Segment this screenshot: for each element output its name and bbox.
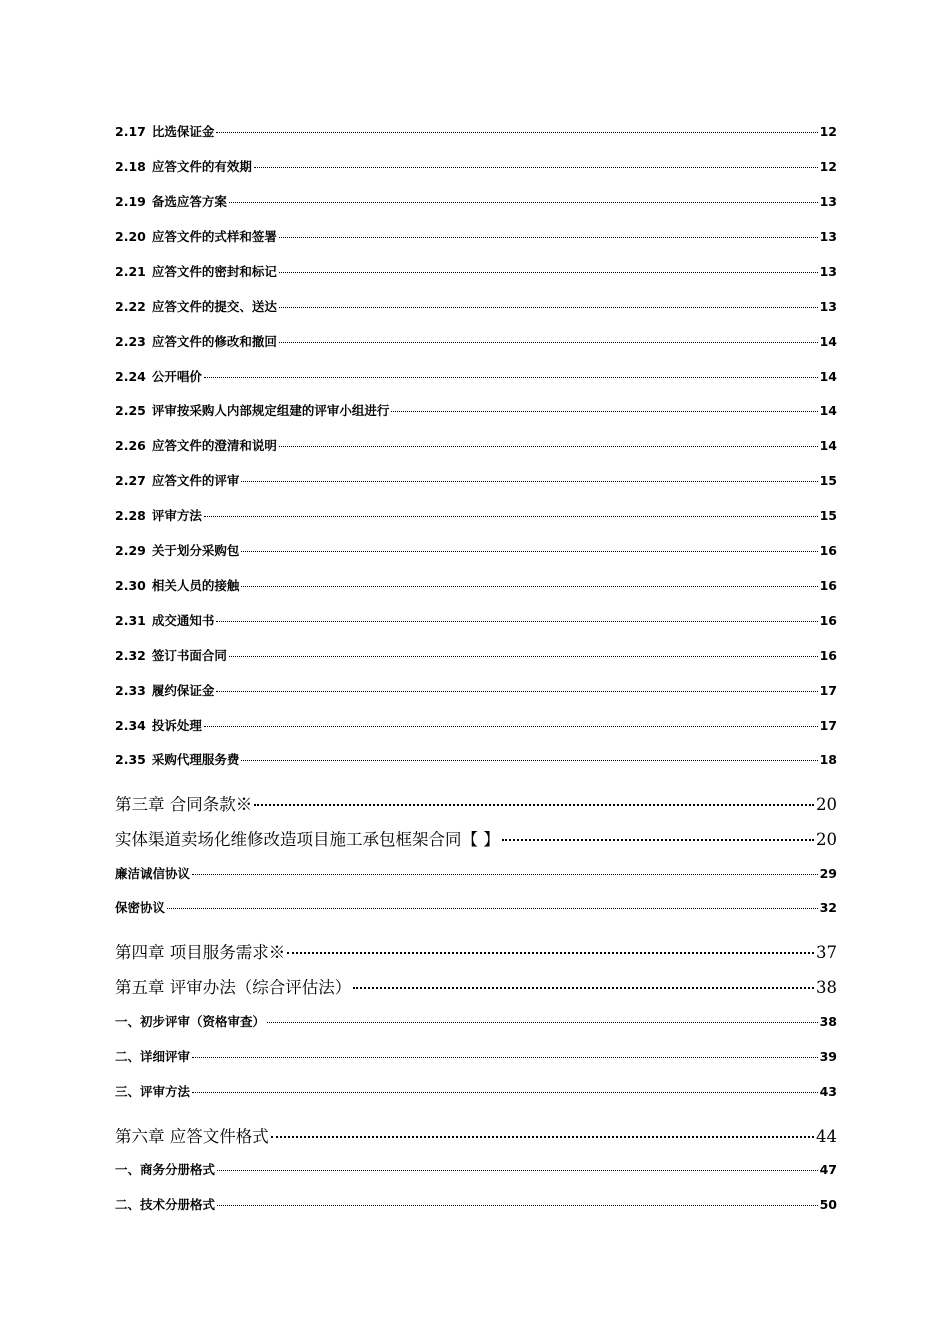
toc-entry-number: 2.26 bbox=[115, 438, 146, 453]
toc-dot-leader bbox=[502, 835, 814, 841]
toc-entry[interactable] bbox=[115, 828, 837, 852]
toc-entry[interactable] bbox=[115, 471, 837, 491]
toc-entry-number: 2.21 bbox=[115, 264, 146, 279]
toc-entry-page-number: 16 bbox=[819, 578, 837, 593]
toc-entry-page-number: 15 bbox=[819, 473, 837, 488]
toc-dot-leader bbox=[204, 373, 818, 378]
toc-entry-number: 2.17 bbox=[115, 124, 146, 139]
toc-entry-title: 相关人员的接触 bbox=[151, 578, 240, 593]
toc-entry-number: 2.20 bbox=[115, 229, 146, 244]
toc-entry-title: 第六章 应答文件格式 bbox=[115, 1127, 269, 1146]
toc-dot-leader bbox=[216, 617, 817, 622]
toc-entry-number: 2.27 bbox=[115, 473, 146, 488]
toc-entry-title: 比选保证金 bbox=[151, 124, 215, 139]
toc-dot-leader bbox=[241, 547, 817, 552]
toc-entry-title: 应答文件的提交、送达 bbox=[151, 299, 277, 314]
toc-dot-leader bbox=[229, 652, 818, 657]
toc-entry[interactable] bbox=[115, 192, 837, 212]
toc-entry[interactable] bbox=[115, 864, 837, 884]
toc-dot-leader bbox=[229, 198, 818, 203]
toc-entry-number: 2.33 bbox=[115, 683, 146, 698]
toc-entry[interactable] bbox=[115, 541, 837, 561]
toc-entry-title: 第三章 合同条款※ bbox=[115, 795, 253, 814]
toc-entry-page-number: 44 bbox=[816, 1127, 837, 1146]
toc-entry[interactable] bbox=[115, 122, 837, 142]
toc-entry-number: 2.34 bbox=[115, 718, 146, 733]
toc-entry-number: 2.18 bbox=[115, 159, 146, 174]
toc-dot-leader bbox=[279, 338, 818, 343]
toc-dot-leader bbox=[217, 1201, 818, 1206]
toc-entry[interactable] bbox=[115, 367, 837, 387]
toc-entry-page-number: 38 bbox=[816, 978, 837, 997]
toc-entry-page-number: 16 bbox=[819, 543, 837, 558]
toc-entry-page-number: 13 bbox=[819, 299, 837, 314]
toc-dot-leader bbox=[353, 983, 814, 989]
toc-entry-page-number: 14 bbox=[819, 369, 837, 384]
toc-entry-number: 2.31 bbox=[115, 613, 146, 628]
toc-entry-title: 评审按采购人内部规定组建的评审小组进行 bbox=[151, 403, 390, 418]
toc-entry-page-number: 50 bbox=[819, 1197, 837, 1212]
toc-entry-title: 采购代理服务费 bbox=[151, 752, 240, 767]
toc-entry-page-number: 13 bbox=[819, 229, 837, 244]
toc-dot-leader bbox=[192, 1088, 818, 1093]
toc-entry[interactable] bbox=[115, 157, 837, 177]
toc-entry-title: 应答文件的有效期 bbox=[151, 159, 252, 174]
toc-entry-title: 评审方法 bbox=[151, 508, 202, 523]
toc-entry-page-number: 13 bbox=[819, 194, 837, 209]
toc-entry-page-number: 18 bbox=[819, 752, 837, 767]
toc-entry[interactable] bbox=[115, 1012, 837, 1032]
toc-entry[interactable] bbox=[115, 646, 837, 666]
toc-entry-number: 2.19 bbox=[115, 194, 146, 209]
toc-entry-title: 成交通知书 bbox=[151, 613, 215, 628]
toc-entry-title: 履约保证金 bbox=[151, 683, 215, 698]
toc-dot-leader bbox=[254, 800, 814, 806]
toc-entry-number: 2.35 bbox=[115, 752, 146, 767]
toc-entry-number: 2.24 bbox=[115, 369, 146, 384]
toc-dot-leader bbox=[241, 756, 817, 761]
toc-entry[interactable] bbox=[115, 793, 837, 817]
toc-entry[interactable] bbox=[115, 332, 837, 352]
toc-entry-page-number: 17 bbox=[819, 718, 837, 733]
toc-dot-leader bbox=[241, 582, 817, 587]
toc-entry-page-number: 29 bbox=[819, 866, 837, 881]
toc-dot-leader bbox=[271, 1132, 814, 1138]
toc-dot-leader bbox=[279, 268, 818, 273]
toc-dot-leader bbox=[204, 512, 818, 517]
toc-entry-title: 投诉处理 bbox=[151, 718, 202, 733]
toc-entry-page-number: 38 bbox=[819, 1014, 837, 1029]
toc-entry-page-number: 37 bbox=[816, 943, 837, 962]
toc-dot-leader bbox=[216, 687, 817, 692]
toc-entry-title: 应答文件的澄清和说明 bbox=[151, 438, 277, 453]
toc-entry-page-number: 39 bbox=[819, 1049, 837, 1064]
toc-entry[interactable] bbox=[115, 941, 837, 965]
toc-entry[interactable] bbox=[115, 436, 837, 456]
toc-entry-page-number: 20 bbox=[816, 830, 837, 849]
toc-dot-leader bbox=[391, 407, 817, 412]
toc-entry-title: 应答文件的修改和撤回 bbox=[151, 334, 277, 349]
toc-entry-title: 一、初步评审（资格审查） bbox=[115, 1014, 266, 1029]
toc-entry-page-number: 16 bbox=[819, 648, 837, 663]
toc-entry-page-number: 47 bbox=[819, 1162, 837, 1177]
toc-entry[interactable] bbox=[115, 1125, 837, 1149]
toc-dot-leader bbox=[279, 442, 818, 447]
toc-entry-title: 应答文件的密封和标记 bbox=[151, 264, 277, 279]
toc-entry-title: 备选应答方案 bbox=[151, 194, 227, 209]
toc-entry[interactable] bbox=[115, 401, 837, 421]
toc-entry-page-number: 14 bbox=[819, 438, 837, 453]
toc-entry[interactable] bbox=[115, 227, 837, 247]
toc-entry-page-number: 43 bbox=[819, 1084, 837, 1099]
toc-dot-leader bbox=[279, 303, 818, 308]
toc-entry-page-number: 15 bbox=[819, 508, 837, 523]
toc-entry-title: 应答文件的式样和签署 bbox=[151, 229, 277, 244]
toc-entry[interactable] bbox=[115, 1160, 837, 1180]
toc-entry[interactable] bbox=[115, 297, 837, 317]
toc-entry[interactable] bbox=[115, 1047, 837, 1067]
toc-entry-number: 2.30 bbox=[115, 578, 146, 593]
toc-dot-leader bbox=[192, 1053, 818, 1058]
toc-entry-number: 2.28 bbox=[115, 508, 146, 523]
toc-entry-title: 公开唱价 bbox=[151, 369, 202, 384]
toc-entry[interactable] bbox=[115, 1082, 837, 1102]
toc-entry-number: 2.32 bbox=[115, 648, 146, 663]
toc-entry-number: 2.25 bbox=[115, 403, 146, 418]
toc-entry-page-number: 20 bbox=[816, 795, 837, 814]
toc-entry-title: 三、评审方法 bbox=[115, 1084, 191, 1099]
toc-entry-title: 二、技术分册格式 bbox=[115, 1197, 216, 1212]
toc-entry-page-number: 12 bbox=[819, 124, 837, 139]
toc-dot-leader bbox=[267, 1018, 818, 1023]
toc-entry-title: 廉洁诚信协议 bbox=[115, 866, 191, 881]
toc-dot-leader bbox=[204, 722, 818, 727]
toc-entry[interactable] bbox=[115, 611, 837, 631]
toc-entry-page-number: 12 bbox=[819, 159, 837, 174]
toc-entry-title: 第五章 评审办法（综合评估法） bbox=[115, 978, 352, 997]
toc-dot-leader bbox=[241, 477, 817, 482]
toc-entry-title: 实体渠道卖场化维修改造项目施工承包框架合同【 】 bbox=[115, 830, 500, 849]
toc-entry-page-number: 16 bbox=[819, 613, 837, 628]
toc-entry-title: 签订书面合同 bbox=[151, 648, 227, 663]
toc-entry-title: 应答文件的评审 bbox=[151, 473, 240, 488]
toc-entry-page-number: 14 bbox=[819, 334, 837, 349]
toc-entry-page-number: 13 bbox=[819, 264, 837, 279]
toc-entry-title: 第四章 项目服务需求※ bbox=[115, 943, 286, 962]
toc-entry[interactable] bbox=[115, 976, 837, 1000]
toc-dot-leader bbox=[254, 163, 818, 168]
toc-entry[interactable] bbox=[115, 506, 837, 526]
toc-entry-title: 关于划分采购包 bbox=[151, 543, 240, 558]
toc-entry-title: 一、商务分册格式 bbox=[115, 1162, 216, 1177]
toc-entry[interactable] bbox=[115, 750, 837, 770]
toc-entry[interactable] bbox=[115, 716, 837, 736]
toc-entry-page-number: 17 bbox=[819, 683, 837, 698]
toc-entry-number: 2.23 bbox=[115, 334, 146, 349]
toc-dot-leader bbox=[279, 233, 818, 238]
toc-dot-leader bbox=[167, 904, 818, 909]
toc-dot-leader bbox=[192, 870, 818, 875]
toc-dot-leader bbox=[287, 948, 814, 954]
toc-entry-title: 保密协议 bbox=[115, 900, 166, 915]
toc-entry[interactable] bbox=[115, 898, 837, 918]
toc-entry-page-number: 32 bbox=[819, 900, 837, 915]
toc-dot-leader bbox=[216, 128, 817, 133]
toc-entry[interactable] bbox=[115, 681, 837, 701]
toc-entry[interactable] bbox=[115, 1195, 837, 1215]
toc-dot-leader bbox=[217, 1166, 818, 1171]
toc-entry[interactable] bbox=[115, 262, 837, 282]
toc-entry-title: 二、详细评审 bbox=[115, 1049, 191, 1064]
toc-entry-number: 2.29 bbox=[115, 543, 146, 558]
toc-entry-page-number: 14 bbox=[819, 403, 837, 418]
toc-entry[interactable] bbox=[115, 576, 837, 596]
toc-entry-number: 2.22 bbox=[115, 299, 146, 314]
